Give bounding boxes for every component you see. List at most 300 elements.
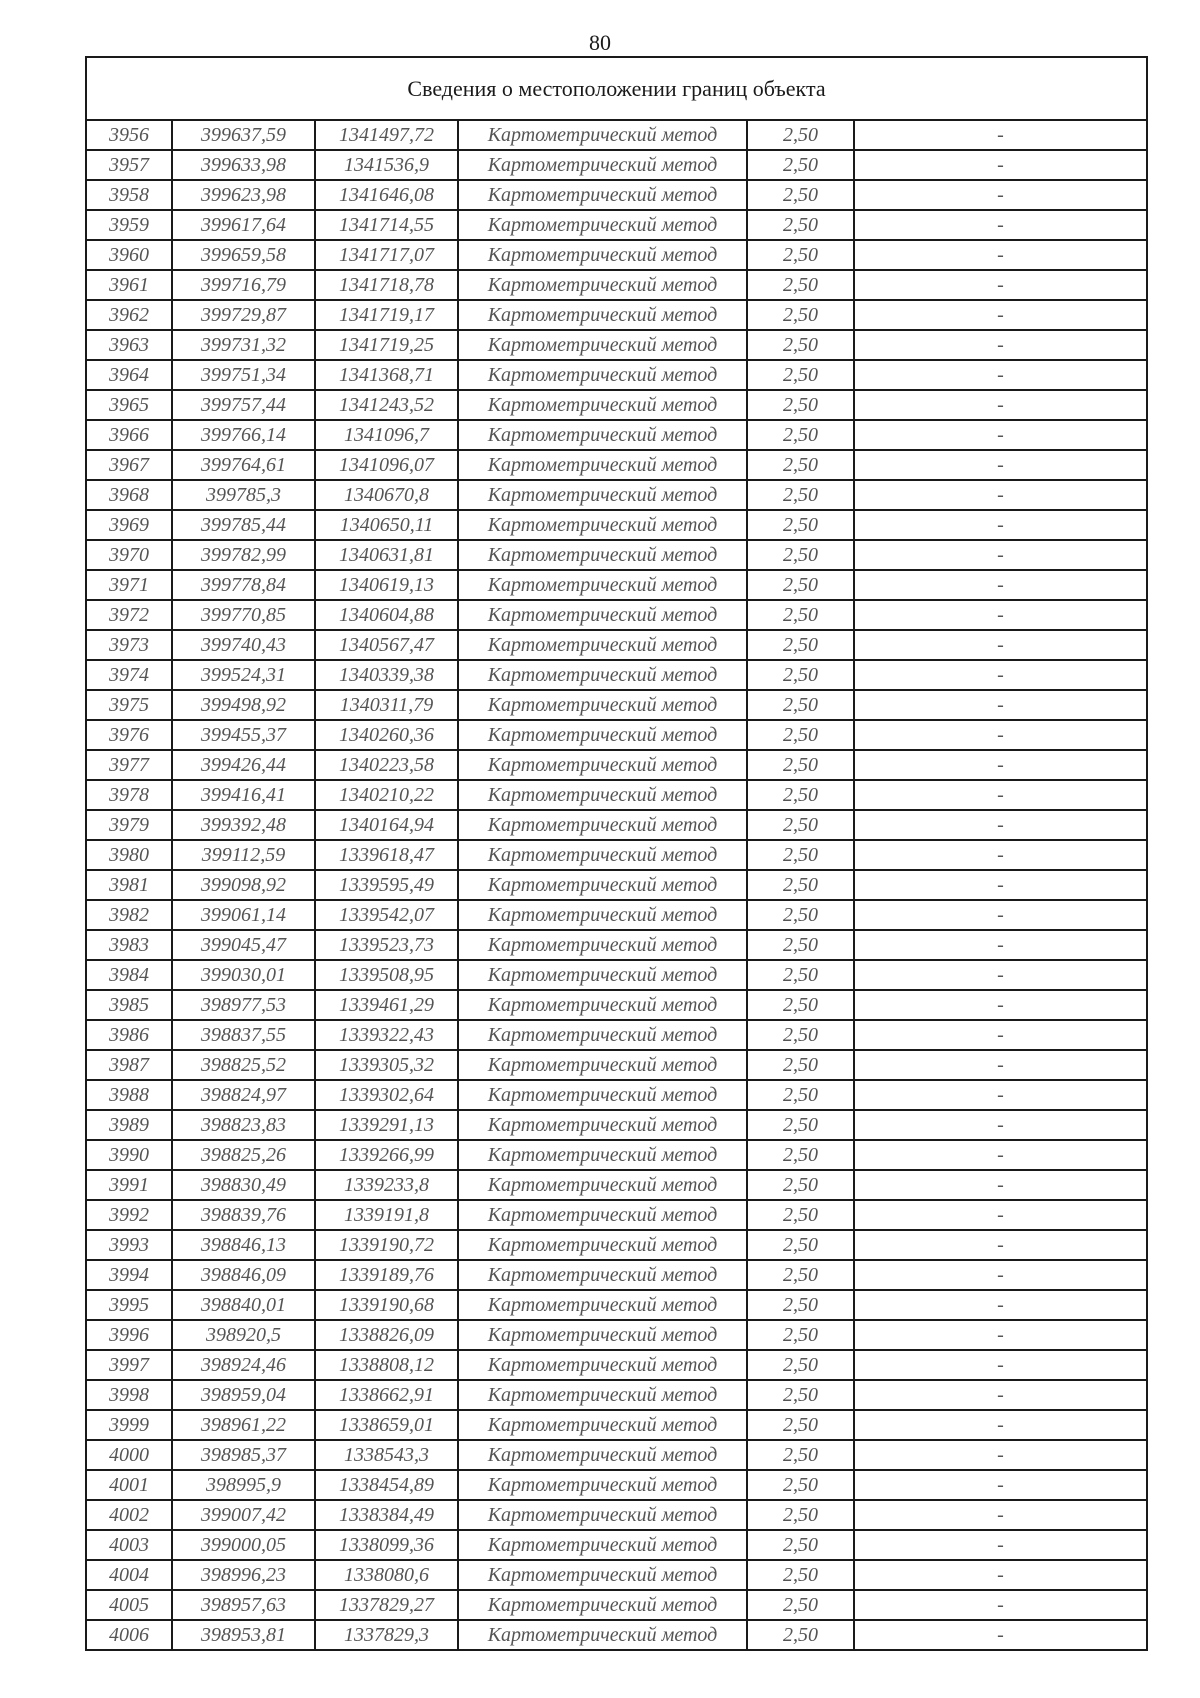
cell-point-number: 3985 bbox=[87, 990, 172, 1020]
cell-x-coordinate: 399785,3 bbox=[172, 480, 315, 510]
cell-point-number: 3993 bbox=[87, 1230, 172, 1260]
cell-x-coordinate: 398840,01 bbox=[172, 1290, 315, 1320]
cell-description: - bbox=[854, 990, 1146, 1020]
cell-y-coordinate: 1340164,94 bbox=[315, 810, 458, 840]
cell-point-number: 3966 bbox=[87, 420, 172, 450]
cell-point-number: 3963 bbox=[87, 330, 172, 360]
cell-method: Картометрический метод bbox=[458, 840, 747, 870]
table-row bbox=[87, 1590, 1146, 1620]
cell-point-number: 3978 bbox=[87, 780, 172, 810]
cell-y-coordinate: 1339291,13 bbox=[315, 1110, 458, 1140]
cell-method: Картометрический метод bbox=[458, 780, 747, 810]
cell-y-coordinate: 1337829,27 bbox=[315, 1590, 458, 1620]
cell-description: - bbox=[854, 540, 1146, 570]
cell-point-number: 3968 bbox=[87, 480, 172, 510]
cell-method: Картометрический метод bbox=[458, 1530, 747, 1560]
table-row bbox=[87, 360, 1146, 390]
cell-method: Картометрический метод bbox=[458, 240, 747, 270]
table-row bbox=[87, 210, 1146, 240]
cell-x-coordinate: 399045,47 bbox=[172, 930, 315, 960]
cell-x-coordinate: 398830,49 bbox=[172, 1170, 315, 1200]
cell-x-coordinate: 398846,09 bbox=[172, 1260, 315, 1290]
cell-point-number: 3982 bbox=[87, 900, 172, 930]
cell-method: Картометрический метод bbox=[458, 1140, 747, 1170]
cell-accuracy: 2,50 bbox=[747, 510, 854, 540]
cell-x-coordinate: 399000,05 bbox=[172, 1530, 315, 1560]
table-row bbox=[87, 240, 1146, 270]
cell-description: - bbox=[854, 1050, 1146, 1080]
cell-description: - bbox=[854, 690, 1146, 720]
cell-accuracy: 2,50 bbox=[747, 420, 854, 450]
cell-x-coordinate: 399659,58 bbox=[172, 240, 315, 270]
cell-description: - bbox=[854, 1560, 1146, 1590]
cell-method: Картометрический метод bbox=[458, 570, 747, 600]
cell-point-number: 3976 bbox=[87, 720, 172, 750]
cell-accuracy: 2,50 bbox=[747, 1560, 854, 1590]
cell-description: - bbox=[854, 1140, 1146, 1170]
cell-method: Картометрический метод bbox=[458, 450, 747, 480]
table-row bbox=[87, 330, 1146, 360]
cell-x-coordinate: 398825,52 bbox=[172, 1050, 315, 1080]
table-row bbox=[87, 1440, 1146, 1470]
cell-y-coordinate: 1339190,72 bbox=[315, 1230, 458, 1260]
cell-y-coordinate: 1338543,3 bbox=[315, 1440, 458, 1470]
cell-description: - bbox=[854, 1410, 1146, 1440]
cell-description: - bbox=[854, 1530, 1146, 1560]
cell-y-coordinate: 1340650,11 bbox=[315, 510, 458, 540]
cell-x-coordinate: 398977,53 bbox=[172, 990, 315, 1020]
cell-x-coordinate: 398824,97 bbox=[172, 1080, 315, 1110]
table-row bbox=[87, 1170, 1146, 1200]
cell-description: - bbox=[854, 240, 1146, 270]
cell-x-coordinate: 399716,79 bbox=[172, 270, 315, 300]
table-row bbox=[87, 600, 1146, 630]
cell-x-coordinate: 399729,87 bbox=[172, 300, 315, 330]
cell-x-coordinate: 399740,43 bbox=[172, 630, 315, 660]
cell-x-coordinate: 399751,34 bbox=[172, 360, 315, 390]
cell-x-coordinate: 399617,64 bbox=[172, 210, 315, 240]
cell-accuracy: 2,50 bbox=[747, 1170, 854, 1200]
cell-x-coordinate: 398961,22 bbox=[172, 1410, 315, 1440]
cell-accuracy: 2,50 bbox=[747, 360, 854, 390]
cell-accuracy: 2,50 bbox=[747, 1140, 854, 1170]
cell-point-number: 3991 bbox=[87, 1170, 172, 1200]
cell-y-coordinate: 1339461,29 bbox=[315, 990, 458, 1020]
table-row bbox=[87, 1260, 1146, 1290]
cell-y-coordinate: 1339523,73 bbox=[315, 930, 458, 960]
table-row bbox=[87, 121, 1146, 150]
cell-accuracy: 2,50 bbox=[747, 480, 854, 510]
cell-accuracy: 2,50 bbox=[747, 960, 854, 990]
cell-point-number: 4005 bbox=[87, 1590, 172, 1620]
cell-accuracy: 2,50 bbox=[747, 570, 854, 600]
cell-x-coordinate: 398957,63 bbox=[172, 1590, 315, 1620]
cell-point-number: 3988 bbox=[87, 1080, 172, 1110]
cell-y-coordinate: 1339190,68 bbox=[315, 1290, 458, 1320]
cell-description: - bbox=[854, 1290, 1146, 1320]
cell-x-coordinate: 399098,92 bbox=[172, 870, 315, 900]
cell-accuracy: 2,50 bbox=[747, 1260, 854, 1290]
cell-x-coordinate: 399782,99 bbox=[172, 540, 315, 570]
cell-y-coordinate: 1339595,49 bbox=[315, 870, 458, 900]
cell-point-number: 3956 bbox=[87, 121, 172, 150]
cell-y-coordinate: 1341717,07 bbox=[315, 240, 458, 270]
cell-description: - bbox=[854, 1470, 1146, 1500]
cell-y-coordinate: 1338099,36 bbox=[315, 1530, 458, 1560]
cell-method: Картометрический метод bbox=[458, 1200, 747, 1230]
cell-description: - bbox=[854, 1260, 1146, 1290]
cell-method: Картометрический метод bbox=[458, 660, 747, 690]
cell-x-coordinate: 399112,59 bbox=[172, 840, 315, 870]
cell-description: - bbox=[854, 1230, 1146, 1260]
cell-accuracy: 2,50 bbox=[747, 780, 854, 810]
cell-x-coordinate: 399764,61 bbox=[172, 450, 315, 480]
cell-method: Картометрический метод bbox=[458, 480, 747, 510]
cell-accuracy: 2,50 bbox=[747, 1200, 854, 1230]
cell-x-coordinate: 399498,92 bbox=[172, 690, 315, 720]
cell-y-coordinate: 1341719,25 bbox=[315, 330, 458, 360]
cell-accuracy: 2,50 bbox=[747, 900, 854, 930]
cell-description: - bbox=[854, 1200, 1146, 1230]
cell-method: Картометрический метод bbox=[458, 300, 747, 330]
cell-y-coordinate: 1341719,17 bbox=[315, 300, 458, 330]
cell-point-number: 3999 bbox=[87, 1410, 172, 1440]
cell-accuracy: 2,50 bbox=[747, 1320, 854, 1350]
cell-point-number: 3980 bbox=[87, 840, 172, 870]
cell-description: - bbox=[854, 870, 1146, 900]
cell-accuracy: 2,50 bbox=[747, 1230, 854, 1260]
cell-point-number: 3960 bbox=[87, 240, 172, 270]
cell-point-number: 3967 bbox=[87, 450, 172, 480]
cell-method: Картометрический метод bbox=[458, 1290, 747, 1320]
cell-method: Картометрический метод bbox=[458, 1260, 747, 1290]
table-row bbox=[87, 1200, 1146, 1230]
cell-description: - bbox=[854, 480, 1146, 510]
cell-accuracy: 2,50 bbox=[747, 840, 854, 870]
cell-x-coordinate: 399731,32 bbox=[172, 330, 315, 360]
cell-description: - bbox=[854, 210, 1146, 240]
table-row bbox=[87, 1080, 1146, 1110]
cell-description: - bbox=[854, 720, 1146, 750]
cell-y-coordinate: 1341096,7 bbox=[315, 420, 458, 450]
cell-method: Картометрический метод bbox=[458, 1050, 747, 1080]
table-row bbox=[87, 150, 1146, 180]
table-row bbox=[87, 420, 1146, 450]
table-row bbox=[87, 1350, 1146, 1380]
cell-description: - bbox=[854, 1110, 1146, 1140]
cell-accuracy: 2,50 bbox=[747, 1020, 854, 1050]
cell-y-coordinate: 1340210,22 bbox=[315, 780, 458, 810]
cell-point-number: 3995 bbox=[87, 1290, 172, 1320]
cell-y-coordinate: 1339305,32 bbox=[315, 1050, 458, 1080]
cell-point-number: 3981 bbox=[87, 870, 172, 900]
cell-description: - bbox=[854, 510, 1146, 540]
cell-accuracy: 2,50 bbox=[747, 870, 854, 900]
cell-accuracy: 2,50 bbox=[747, 1530, 854, 1560]
cell-accuracy: 2,50 bbox=[747, 180, 854, 210]
cell-x-coordinate: 398920,5 bbox=[172, 1320, 315, 1350]
cell-description: - bbox=[854, 1320, 1146, 1350]
table-row bbox=[87, 810, 1146, 840]
cell-description: - bbox=[854, 1170, 1146, 1200]
cell-method: Картометрический метод bbox=[458, 630, 747, 660]
cell-y-coordinate: 1339508,95 bbox=[315, 960, 458, 990]
cell-point-number: 3977 bbox=[87, 750, 172, 780]
cell-description: - bbox=[854, 121, 1146, 150]
cell-accuracy: 2,50 bbox=[747, 660, 854, 690]
cell-method: Картометрический метод bbox=[458, 1110, 747, 1140]
cell-description: - bbox=[854, 360, 1146, 390]
cell-x-coordinate: 398846,13 bbox=[172, 1230, 315, 1260]
cell-x-coordinate: 399061,14 bbox=[172, 900, 315, 930]
cell-point-number: 3992 bbox=[87, 1200, 172, 1230]
table-row bbox=[87, 1470, 1146, 1500]
cell-description: - bbox=[854, 840, 1146, 870]
cell-description: - bbox=[854, 750, 1146, 780]
cell-accuracy: 2,50 bbox=[747, 240, 854, 270]
cell-point-number: 4002 bbox=[87, 1500, 172, 1530]
cell-x-coordinate: 399426,44 bbox=[172, 750, 315, 780]
table-row bbox=[87, 1050, 1146, 1080]
table-row bbox=[87, 510, 1146, 540]
cell-point-number: 3987 bbox=[87, 1050, 172, 1080]
cell-y-coordinate: 1337829,3 bbox=[315, 1620, 458, 1649]
table-row bbox=[87, 1020, 1146, 1050]
cell-y-coordinate: 1339322,43 bbox=[315, 1020, 458, 1050]
cell-method: Картометрический метод bbox=[458, 180, 747, 210]
cell-description: - bbox=[854, 180, 1146, 210]
cell-y-coordinate: 1339302,64 bbox=[315, 1080, 458, 1110]
cell-description: - bbox=[854, 930, 1146, 960]
cell-point-number: 3990 bbox=[87, 1140, 172, 1170]
cell-method: Картометрический метод bbox=[458, 1230, 747, 1260]
cell-y-coordinate: 1339189,76 bbox=[315, 1260, 458, 1290]
cell-point-number: 3986 bbox=[87, 1020, 172, 1050]
cell-y-coordinate: 1339191,8 bbox=[315, 1200, 458, 1230]
cell-accuracy: 2,50 bbox=[747, 1290, 854, 1320]
cell-description: - bbox=[854, 900, 1146, 930]
table-row bbox=[87, 300, 1146, 330]
cell-method: Картометрический метод bbox=[458, 420, 747, 450]
cell-y-coordinate: 1338080,6 bbox=[315, 1560, 458, 1590]
cell-accuracy: 2,50 bbox=[747, 390, 854, 420]
cell-accuracy: 2,50 bbox=[747, 121, 854, 150]
cell-method: Картометрический метод bbox=[458, 121, 747, 150]
cell-method: Картометрический метод bbox=[458, 150, 747, 180]
cell-method: Картометрический метод bbox=[458, 1320, 747, 1350]
cell-y-coordinate: 1341714,55 bbox=[315, 210, 458, 240]
cell-x-coordinate: 399633,98 bbox=[172, 150, 315, 180]
cell-description: - bbox=[854, 630, 1146, 660]
cell-y-coordinate: 1338826,09 bbox=[315, 1320, 458, 1350]
cell-point-number: 3994 bbox=[87, 1260, 172, 1290]
cell-method: Картометрический метод bbox=[458, 540, 747, 570]
table-row bbox=[87, 270, 1146, 300]
cell-y-coordinate: 1338384,49 bbox=[315, 1500, 458, 1530]
cell-description: - bbox=[854, 960, 1146, 990]
cell-y-coordinate: 1338662,91 bbox=[315, 1380, 458, 1410]
cell-method: Картометрический метод bbox=[458, 990, 747, 1020]
cell-accuracy: 2,50 bbox=[747, 630, 854, 660]
cell-point-number: 3979 bbox=[87, 810, 172, 840]
cell-accuracy: 2,50 bbox=[747, 1110, 854, 1140]
cell-method: Картометрический метод bbox=[458, 930, 747, 960]
table-body bbox=[87, 121, 1146, 1649]
cell-y-coordinate: 1341536,9 bbox=[315, 150, 458, 180]
table-row bbox=[87, 450, 1146, 480]
table-row bbox=[87, 870, 1146, 900]
cell-point-number: 4001 bbox=[87, 1470, 172, 1500]
cell-y-coordinate: 1339542,07 bbox=[315, 900, 458, 930]
table-row bbox=[87, 1110, 1146, 1140]
cell-description: - bbox=[854, 600, 1146, 630]
cell-method: Картометрический метод bbox=[458, 1380, 747, 1410]
table-row bbox=[87, 840, 1146, 870]
cell-x-coordinate: 398985,37 bbox=[172, 1440, 315, 1470]
cell-accuracy: 2,50 bbox=[747, 750, 854, 780]
cell-description: - bbox=[854, 1500, 1146, 1530]
cell-x-coordinate: 399392,48 bbox=[172, 810, 315, 840]
table-row bbox=[87, 570, 1146, 600]
cell-method: Картометрический метод bbox=[458, 1080, 747, 1110]
cell-method: Картометрический метод bbox=[458, 270, 747, 300]
cell-y-coordinate: 1339233,8 bbox=[315, 1170, 458, 1200]
table-row bbox=[87, 390, 1146, 420]
cell-method: Картометрический метод bbox=[458, 900, 747, 930]
cell-accuracy: 2,50 bbox=[747, 690, 854, 720]
cell-y-coordinate: 1341718,78 bbox=[315, 270, 458, 300]
cell-y-coordinate: 1338454,89 bbox=[315, 1470, 458, 1500]
cell-accuracy: 2,50 bbox=[747, 720, 854, 750]
table-row bbox=[87, 1410, 1146, 1440]
cell-method: Картометрический метод bbox=[458, 1470, 747, 1500]
cell-accuracy: 2,50 bbox=[747, 1050, 854, 1080]
cell-x-coordinate: 398825,26 bbox=[172, 1140, 315, 1170]
cell-description: - bbox=[854, 1590, 1146, 1620]
cell-description: - bbox=[854, 1080, 1146, 1110]
cell-x-coordinate: 399524,31 bbox=[172, 660, 315, 690]
table-row bbox=[87, 1380, 1146, 1410]
cell-point-number: 3997 bbox=[87, 1350, 172, 1380]
cell-accuracy: 2,50 bbox=[747, 1350, 854, 1380]
cell-y-coordinate: 1340631,81 bbox=[315, 540, 458, 570]
cell-y-coordinate: 1341243,52 bbox=[315, 390, 458, 420]
cell-x-coordinate: 398959,04 bbox=[172, 1380, 315, 1410]
cell-y-coordinate: 1339618,47 bbox=[315, 840, 458, 870]
cell-accuracy: 2,50 bbox=[747, 330, 854, 360]
cell-y-coordinate: 1340339,38 bbox=[315, 660, 458, 690]
cell-description: - bbox=[997, 1624, 1004, 1646]
cell-x-coordinate: 399455,37 bbox=[172, 720, 315, 750]
cell-method: Картометрический метод bbox=[458, 1500, 747, 1530]
cell-accuracy: 2,50 bbox=[747, 150, 854, 180]
table-row bbox=[87, 690, 1146, 720]
cell-accuracy: 2,50 bbox=[747, 270, 854, 300]
cell-method: Картометрический метод bbox=[458, 1620, 747, 1649]
cell-point-number: 3984 bbox=[87, 960, 172, 990]
table-row bbox=[87, 540, 1146, 570]
cell-method: Картометрический метод bbox=[458, 1170, 747, 1200]
cell-y-coordinate: 1340260,36 bbox=[315, 720, 458, 750]
table-row bbox=[87, 180, 1146, 210]
boundary-table bbox=[85, 56, 1148, 1651]
cell-accuracy: 2,50 bbox=[747, 1080, 854, 1110]
cell-method: Картометрический метод bbox=[458, 1020, 747, 1050]
cell-point-number: 3962 bbox=[87, 300, 172, 330]
table-row bbox=[87, 1500, 1146, 1530]
cell-point-number: 3996 bbox=[87, 1320, 172, 1350]
cell-y-coordinate: 1339266,99 bbox=[315, 1140, 458, 1170]
cell-y-coordinate: 1340619,13 bbox=[315, 570, 458, 600]
cell-x-coordinate: 399778,84 bbox=[172, 570, 315, 600]
table-row bbox=[87, 960, 1146, 990]
cell-method: Картометрический метод bbox=[458, 510, 747, 540]
cell-point-number: 3959 bbox=[87, 210, 172, 240]
cell-point-number: 4000 bbox=[87, 1440, 172, 1470]
cell-accuracy: 2,50 bbox=[747, 1440, 854, 1470]
cell-point-number: 3989 bbox=[87, 1110, 172, 1140]
table-row bbox=[87, 1230, 1146, 1260]
cell-point-number: 3975 bbox=[87, 690, 172, 720]
cell-y-coordinate: 1340223,58 bbox=[315, 750, 458, 780]
cell-point-number: 3969 bbox=[87, 510, 172, 540]
cell-y-coordinate: 1340670,8 bbox=[315, 480, 458, 510]
cell-y-coordinate: 1338659,01 bbox=[315, 1410, 458, 1440]
cell-description: - bbox=[854, 390, 1146, 420]
table-row bbox=[87, 750, 1146, 780]
table-row bbox=[87, 780, 1146, 810]
cell-description: - bbox=[854, 570, 1146, 600]
cell-point-number: 3965 bbox=[87, 390, 172, 420]
table-row bbox=[87, 1620, 1146, 1649]
cell-method: Картометрический метод bbox=[458, 390, 747, 420]
cell-point-number: 3964 bbox=[87, 360, 172, 390]
cell-method: Картометрический метод bbox=[458, 360, 747, 390]
cell-x-coordinate: 398839,76 bbox=[172, 1200, 315, 1230]
cell-x-coordinate: 399637,59 bbox=[172, 121, 315, 150]
cell-point-number: 4003 bbox=[87, 1530, 172, 1560]
cell-description: - bbox=[854, 270, 1146, 300]
table-row bbox=[87, 1530, 1146, 1560]
cell-accuracy: 2,50 bbox=[747, 1410, 854, 1440]
cell-description: - bbox=[854, 450, 1146, 480]
cell-method: Картометрический метод bbox=[458, 330, 747, 360]
cell-accuracy: 2,50 bbox=[747, 1470, 854, 1500]
cell-point-number: 3974 bbox=[87, 660, 172, 690]
cell-description: - bbox=[854, 1440, 1146, 1470]
cell-point-number: 3958 bbox=[87, 180, 172, 210]
cell-x-coordinate: 399007,42 bbox=[172, 1500, 315, 1530]
cell-description: - bbox=[854, 420, 1146, 450]
table-row bbox=[87, 900, 1146, 930]
cell-method: Картометрический метод bbox=[458, 1590, 747, 1620]
cell-y-coordinate: 1341368,71 bbox=[315, 360, 458, 390]
table-row bbox=[87, 1320, 1146, 1350]
table-title: Сведения о местоположении границ объекта bbox=[87, 58, 1146, 121]
cell-accuracy: 2,50 bbox=[747, 1380, 854, 1410]
cell-point-number: 3970 bbox=[87, 540, 172, 570]
cell-accuracy: 2,50 bbox=[747, 1620, 854, 1649]
cell-method: Картометрический метод bbox=[458, 720, 747, 750]
cell-method: Картометрический метод bbox=[458, 1560, 747, 1590]
cell-x-coordinate: 399416,41 bbox=[172, 780, 315, 810]
cell-method: Картометрический метод bbox=[458, 1410, 747, 1440]
cell-point-number: 3983 bbox=[87, 930, 172, 960]
cell-x-coordinate: 399770,85 bbox=[172, 600, 315, 630]
page-number: 80 bbox=[589, 30, 611, 55]
cell-x-coordinate: 398953,81 bbox=[172, 1620, 315, 1649]
cell-y-coordinate: 1341497,72 bbox=[315, 121, 458, 150]
